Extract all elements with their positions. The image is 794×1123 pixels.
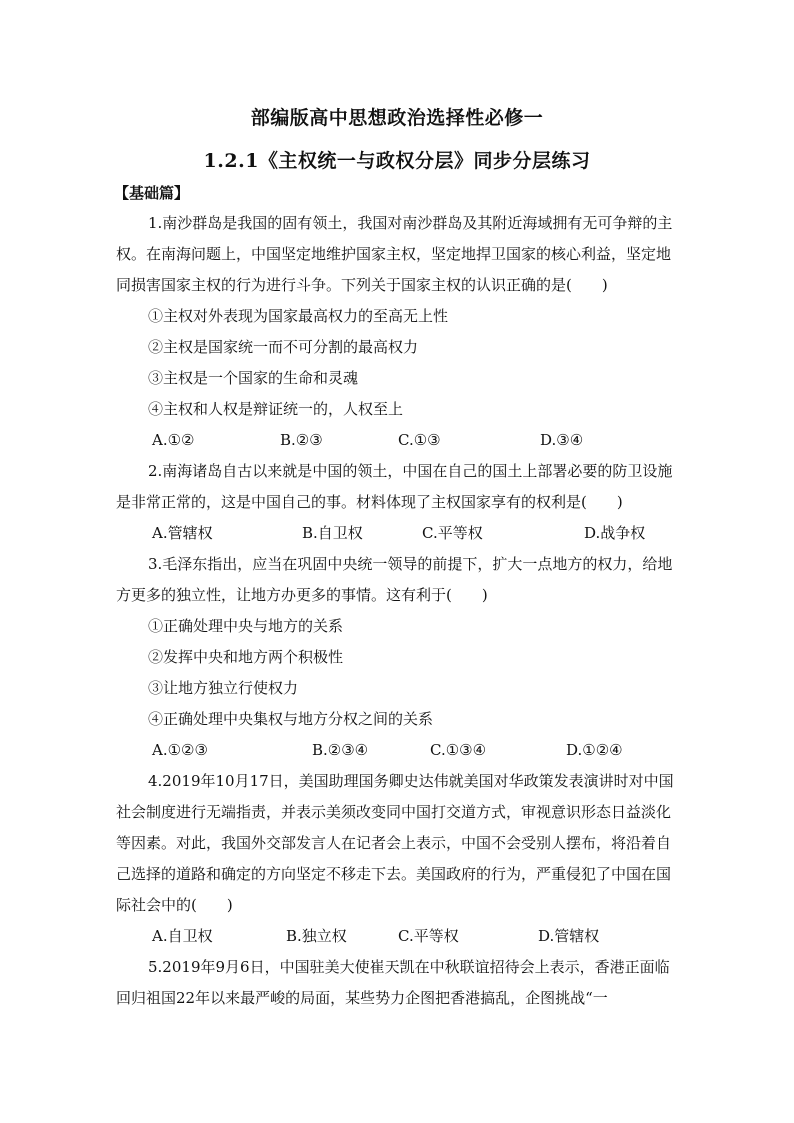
question-3-choices	[116, 735, 682, 766]
question-2-choices	[116, 518, 682, 549]
question-list	[116, 208, 682, 1014]
question-5-stem: 5.2019年9月6日，中国驻美大使崔天凯在中秋联谊招待会上表示，香港正面临回归祖国22年以来最严峻的局面，某些势力企图把香港搞乱，企图挑战“一	[116, 958, 670, 1007]
question-2-choice-d: D.战争权	[584, 524, 646, 542]
question-4-choices	[116, 921, 682, 952]
question-1-choice-b: B.②③	[280, 431, 323, 449]
question-1-choice-a: A.①②	[152, 431, 195, 449]
question-1-choices	[116, 425, 682, 456]
question-4-choice-a: A.自卫权	[152, 927, 213, 945]
question-3-choice-d: D.①②④	[566, 741, 623, 759]
question-3-choice-b: B.②③④	[312, 741, 369, 759]
question-3-item-1: ①正确处理中央与地方的关系	[148, 617, 344, 635]
question-4-choice-b: B.独立权	[286, 927, 347, 945]
question-2-choice-a: A.管辖权	[152, 524, 213, 542]
question-3-item-3: ③让地方独立行使权力	[148, 679, 299, 697]
question-1-item-1: ①主权对外表现为国家最高权力的至高无上性	[148, 307, 449, 325]
question-3-item-4: ④正确处理中央集权与地方分权之间的关系	[148, 710, 434, 728]
question-4-choice-d: D.管辖权	[538, 927, 600, 945]
question-1-stem: 1.南沙群岛是我国的固有领土，我国对南沙群岛及其附近海域拥有无可争辩的主权。在南海问题上，中国坚定地维护国家主权，坚定地捍卫国家的核心利益，坚定地同损害国家主权的行为进行斗争。下列关于国家主权的认识正确的是( )	[116, 214, 673, 294]
section-heading: 【基础篇】	[114, 184, 190, 202]
document-title: 部编版高中思想政治选择性必修一	[250, 107, 544, 129]
question-1-choice-c: C.①③	[398, 431, 441, 449]
question-1-item-2: ②主权是国家统一而不可分割的最高权力	[148, 338, 419, 356]
question-3-choice-a: A.①②③	[152, 741, 208, 759]
document-subtitle: 1.2.1《主权统一与政权分层》同步分层练习	[203, 150, 591, 172]
question-3-item-2: ②发挥中央和地方两个积极性	[148, 648, 344, 666]
question-1-item-4: ④主权和人权是辩证统一的，人权至上	[148, 400, 404, 418]
question-3-choice-c: C.①③④	[430, 741, 487, 759]
question-3-stem: 3.毛泽东指出，应当在巩固中央统一领导的前提下，扩大一点地方的权力，给地方更多的独立性，让地方办更多的事情。这有利于( )	[116, 555, 673, 604]
question-4-stem: 4.2019年10月17日，美国助理国务卿史达伟就美国对华政策发表演讲时对中国社会制度进行无端指责，并表示美须改变同中国打交道方式，审视意识形态日益淡化等因素。对此，我国外交部发言人在记者会上表示，中国不会受别人摆布，将沿着自己选择的道路和确定的方向坚定不移走下去。美国政府的行为，严重侵犯了中国在国际社会中的( )	[116, 772, 674, 914]
question-2-stem: 2.南海诸岛自古以来就是中国的领土，中国在自己的国土上部署必要的防卫设施是非常正常的，这是中国自己的事。材料体现了主权国家享有的权利是( )	[116, 462, 673, 511]
question-1-choice-d: D.③④	[540, 431, 584, 449]
question-1-item-3: ③主权是一个国家的生命和灵魂	[148, 369, 359, 387]
question-2-choice-b: B.自卫权	[302, 524, 363, 542]
question-4-choice-c: C.平等权	[398, 927, 459, 945]
question-2-choice-c: C.平等权	[422, 524, 483, 542]
